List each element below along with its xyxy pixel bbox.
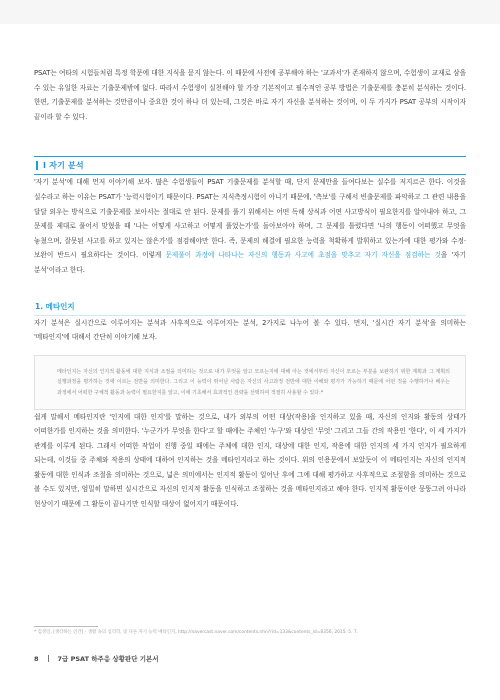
intro-paragraph: PSAT는 여타의 시험들처럼 특정 학문에 대한 지식을 묻지 않는다. 이 때문에 사전에 공부해야 하는 '교과서'가 존재하지 않으며, 수험생이 교재로 삼을 수 있는 유일한 자료는 기출문제밖에 없다. 따라서 수험생이 실천해야 할 가장 기본적이고 필수적인 공부 방법은 기출문제를 충분히 분석하는 것이다. 한편, 기출문제를 분석하는 것만큼이나 중요한 것이 하나 더 있는데, 그것은 바로 자기 자신을 분석하는 것이며, 이 두 가지가 PSAT 공부의 시작이자 끝이라 할 수 있다.	[34, 69, 466, 121]
section-text-2: 을 '자기 분석'이라고 한다.	[34, 251, 466, 274]
section-heading	[34, 156, 466, 175]
section-text-1: '자기 분석'에 대해 먼저 이야기해 보자. 많은 수험생들이 PSAT 기출문제를 분석할 때, 단지 문제만을 들여다보는 실수를 저지르곤 한다. 이것을 실수라고 하는 이유는 PSAT가 '능력시험이기 때문이다. PSAT는 지식측정시험이 아니기 때문에, '측보'를 구해서 빈출문제를 파악하고 그 관련 내용을 달달 외우는 방식으로 기출문제를 보아서는 절대로 안 된다. 문제를 풀기 위해서는 어떤 독해 상식과 어떤 사고방식이 필요한지를 알아내야 하고, 그 문제를 제대로 풀어서 맞혔을 때 '나는 어떻게 사고하고 어떻게 풀었는가'를 돌아보아야 하며, 그 문제를 틀렸다면 '나의 행동이 어떠했고 무엇을 놓쳤으며, 잘못된 사고를 하고 있지는 않은가'를 점검해야만 한다. 즉, 문제의 해결에 필요한 능력을 척확하게 발휘하고 있는가에 대한 평가와 수정·보완이 반드시 필요하다는 것이다. 이렇게	[34, 178, 466, 260]
document-page	[34, 66, 466, 512]
section-paragraph	[34, 175, 466, 277]
quote-box	[34, 355, 466, 410]
footnote-divider	[34, 626, 98, 627]
explanation-paragraph: 쉽게 말해서 메타인지란 '인지에 대한 인지'를 말하는 것으로, 내가 외부의 어떤 대상(작용)을 인지하고 있을 때, 자신의 인지와 활동의 상태가 어떠한가를 인지하는 것을 의미한다. '누군가가 무엇을 한다'고 할 때에는 주체인 '누구'와 대상인 '무엇' 그리고 그들 간의 작용인 '한다', 이 세 가지가 관계를 이루게 된다. 그래서 어떠한 작업이 진행 중일 때에는 주체에 대한 인지, 대상에 대한 인지, 작용에 대한 인지의 세 가지 인지가 필요하게 되는데, 이것들 중 주체와 작용의 상태에 대하여 인지하는 것을 메타인지라고 하는 것이다. 위의 인용문에서 보았듯이 이 메타인지는 자신의 인지적 활동에 대한 인식과 조절을 의미하는 것으로, 넓은 의미에서는 인지적 활동이 일어난 후에 그에 대해 평가하고 사후적으로 조절함을 의미하는 것으로 볼 수도 있지만, 엄밀히 말하면 실시간으로 자신의 인지적 활동을 인식하고 조절하는 것을 메타인지라고 해야 한다. 인지적 활동이란 뭉뚱그려 아나라 현상이기 때문에 그 활동이 끝나기만 인식할 대상이 없어지기 때문이다.	[34, 412, 466, 509]
page-number: 8	[34, 654, 39, 663]
footnote: * 김경일, [생각하는 인간] - 생활 속의 심리학, 및 다른 자기 능력 메타인지, http://navercast.naver.com/contents.nhn?rid=133&contents_id=8356, 2015. 5. 7.	[34, 630, 359, 635]
section-marker-icon	[36, 161, 38, 170]
footer-separator	[48, 655, 49, 662]
section-heading-text: I 자기 분석	[43, 161, 84, 171]
section-highlight-text: 문제풀이 과정에 나타나는 자신의 행동과 사고에 초점을 맞추고 자기 자신을 점검하는 것	[165, 251, 441, 260]
quote-text: 메타인지는 자신의 인지적 활동에 대한 지식과 조절을 의미하는 것으로 내가 무엇을 알고 모르는지에 대해 아는 것에서부터 자신이 모르는 부분을 보완하기 위한 계획과 그 계획의 실행과정을 평가하는 것에 이르는 전반을 의미한다. 그리고 이 능력이 뛰어난 사람은 자신의 사고과정 전반에 대한 이해와 평가가 가능하기 때문에 어떤 것을 수행하거나 배우는 과정에서 어떠한 구체적 활동과 능력이 필요한지를 알고, 이에 기초해서 효과적인 전략을 선택하여 적절히 사용할 수 있다.*	[57, 368, 450, 396]
page-footer	[34, 654, 159, 663]
subsection-paragraph: 자기 분석은 실시간으로 이루어지는 분석과 사후적으로 이루어지는 분석, 2가지로 나누어 볼 수 있다. 먼저, '실시간 자기 분석'을 의미하는 '메타인지'에 대해서 간단히 이야기해 보자.	[34, 318, 466, 342]
subsection-heading: 1. 메타인지	[34, 301, 466, 316]
page-top-band	[0, 0, 500, 24]
book-title: 7급 PSAT 하주응 상황판단 기본서	[57, 655, 159, 663]
